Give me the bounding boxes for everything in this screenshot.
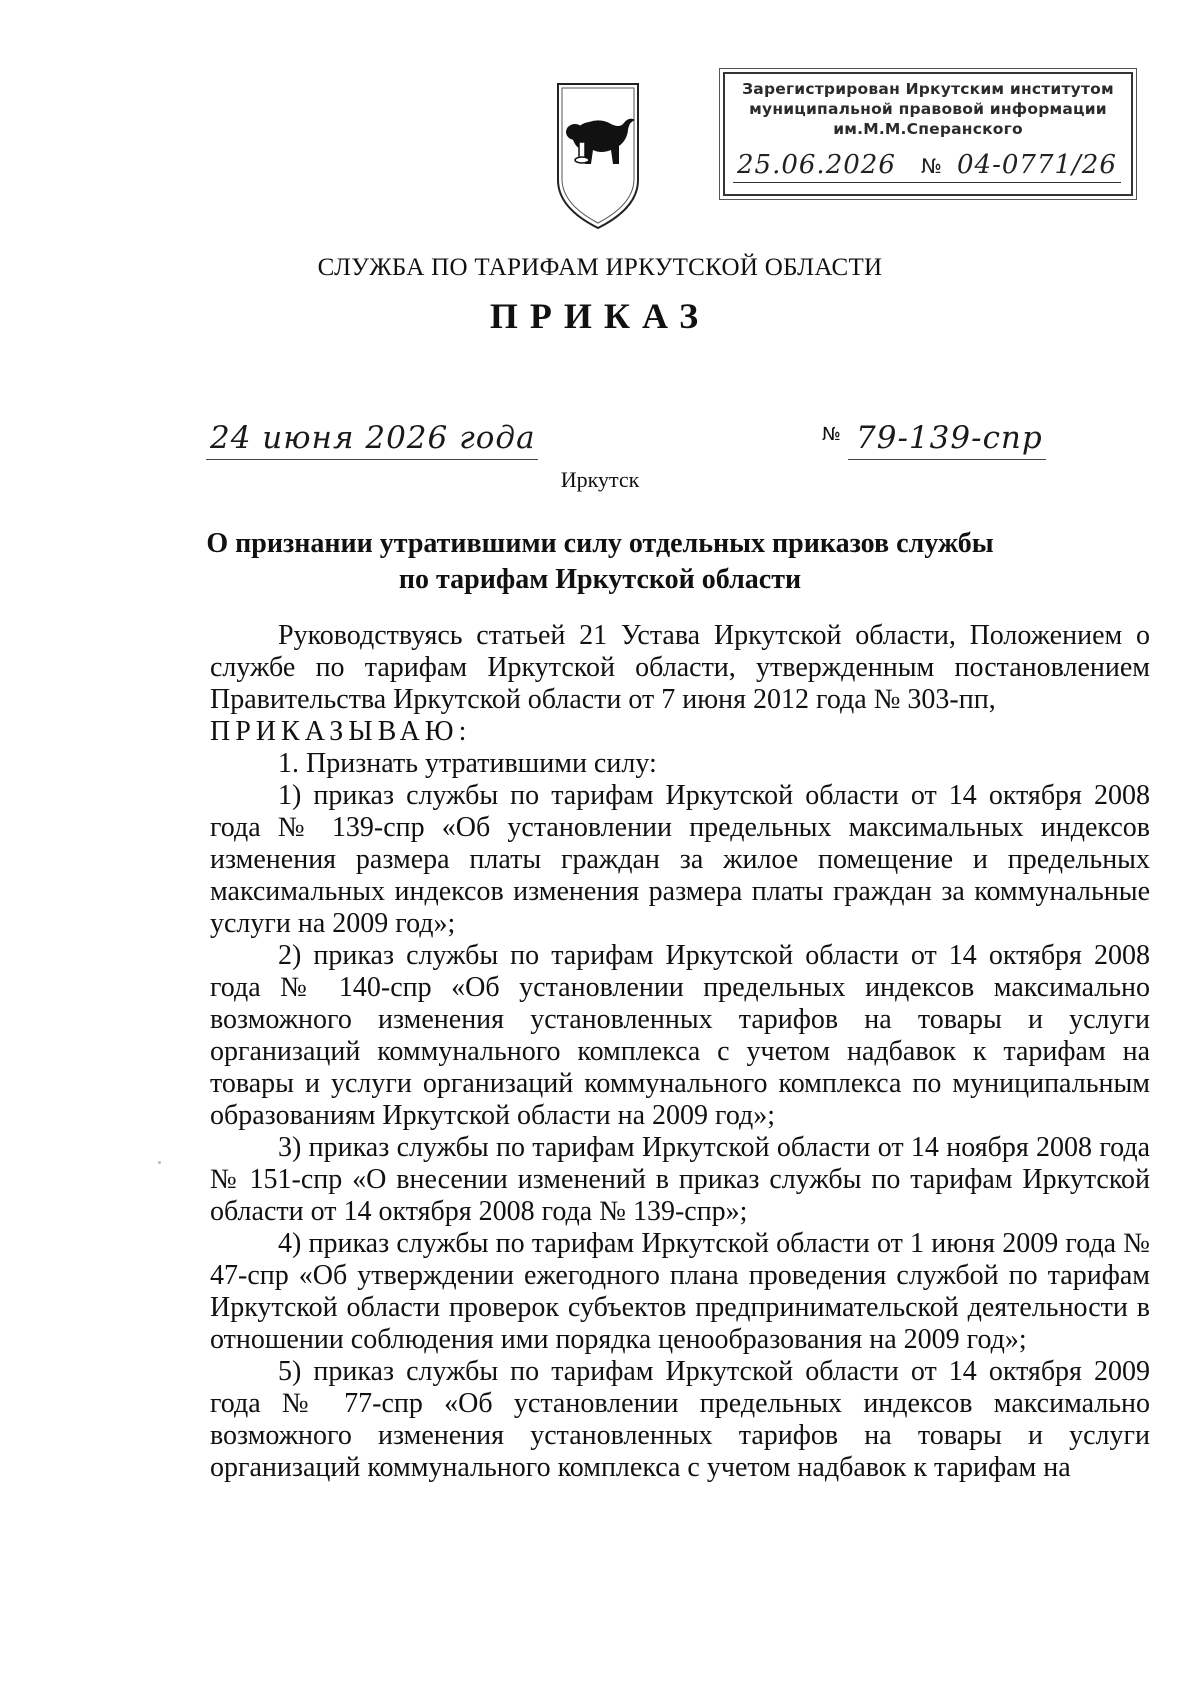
order-date: 24 июня 2026 года <box>210 420 536 456</box>
preamble-paragraph: Руководствуясь статьей 21 Устава Иркутской области, Положением о службе по тарифам Иркутской области, утвержденным постановлением Правительства Иркутской области от 7 июня 2012 года № 303-пп, <box>210 620 1150 715</box>
order-date-underline <box>206 459 538 460</box>
registration-stamp <box>723 72 1133 196</box>
order-word: ПРИКАЗЫВАЮ: <box>210 716 472 747</box>
sub-item-3: 3) приказ службы по тарифам Иркутской области от 14 ноября 2008 года № 151-спр «О внесении изменений в приказ службы по тарифам Иркутской области от 14 октября 2008 года № 139-спр»; <box>210 1132 1150 1227</box>
babr-icon <box>566 119 635 164</box>
sub-item-2: 2) приказ службы по тарифам Иркутской области от 14 октября 2008 года № 140-спр «Об установлении предельных индексов максимально возможного изменения установленных тарифов на товары и услуги организаций коммунального комплекса с учетом надбавок к тарифам на товары и услуги организаций коммунального комплекса по муниципальным образованиям Иркутской области на 2009 год»; <box>210 940 1150 1131</box>
issuing-authority: СЛУЖБА ПО ТАРИФАМ ИРКУТСКОЙ ОБЛАСТИ <box>317 254 883 281</box>
stamp-registration <box>733 148 1125 184</box>
sub-item-1: 1) приказ службы по тарифам Иркутской области от 14 октября 2008 года № 139-спр «Об установлении предельных максимальных индексов изменения размера платы граждан за жилое помещение и предельных максимальных индексов изменения размера платы граждан за коммунальные услуги на 2009 год»; <box>210 780 1150 939</box>
stamp-number-sign: № <box>921 154 942 178</box>
sub-item-5: 5) приказ службы по тарифам Иркутской области от 14 октября 2009 года № 77-спр «Об установлении предельных индексов максимально возможного изменения установленных тарифов на товары и услуги организаций коммунального комплекса с учетом надбавок к тарифам на <box>210 1356 1150 1483</box>
document-subject: О признании утратившими силу отдельных приказов службы по тарифам Иркутской области <box>206 528 994 595</box>
stamp-reg-number: 04-0771/26 <box>957 150 1117 180</box>
document-body <box>210 620 1150 1484</box>
document-title: ПРИКАЗ <box>489 296 711 336</box>
order-number: 79-139-спр <box>856 420 1043 456</box>
sub-item-4: 4) приказ службы по тарифам Иркутской области от 1 июня 2009 года № 47-спр «Об утверждении ежегодного плана проведения службой по тарифам Иркутской области проверок субъектов предпринимательской деятельности в отношении соблюдения ими порядка ценообразования на 2009 год»; <box>210 1228 1150 1355</box>
item-1: 1. Признать утратившими силу: <box>278 748 657 779</box>
stamp-line-1: Зарегистрирован Иркутским институтом <box>742 80 1114 98</box>
stamp-line-2: муниципальной правовой информации <box>749 100 1107 118</box>
coat-of-arms-emblem <box>553 80 643 232</box>
city: Иркутск <box>560 467 640 492</box>
scan-speck <box>158 1161 161 1164</box>
stamp-reg-date: 25.06.2026 <box>737 150 896 180</box>
order-number-underline <box>848 459 1046 460</box>
stamp-line-3: им.М.М.Сперанского <box>833 120 1023 138</box>
order-number-sign: № <box>822 424 841 445</box>
stamp-underline <box>733 182 1121 183</box>
